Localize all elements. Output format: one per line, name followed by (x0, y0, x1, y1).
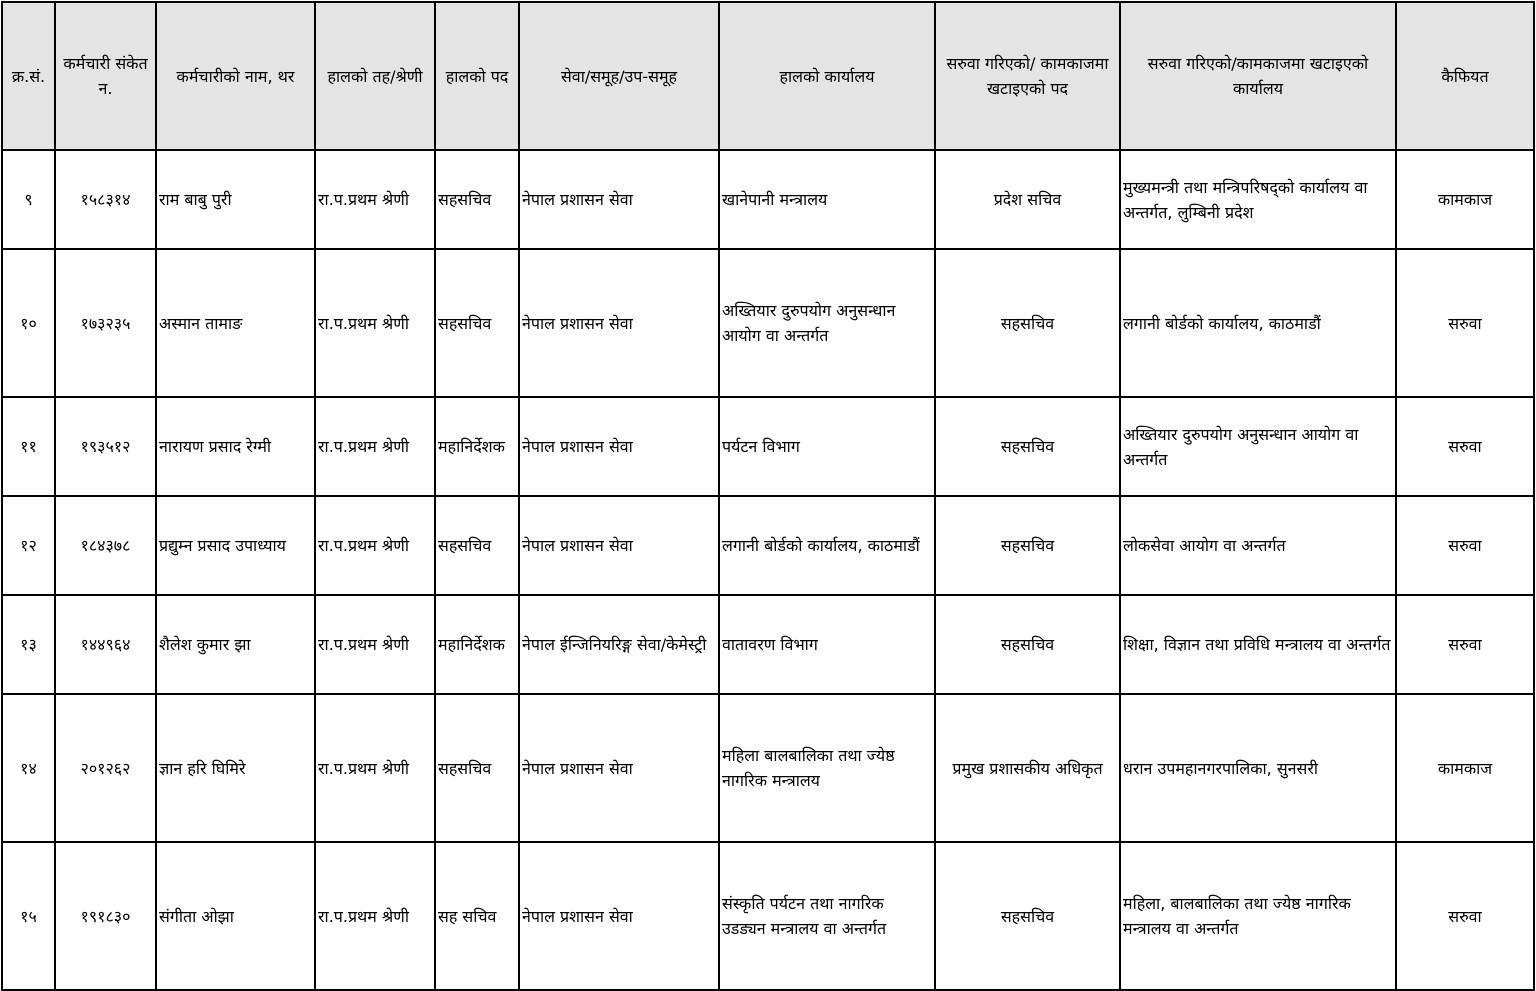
cell-assigned-post: प्रमुख प्रशासकीय अधिकृत (935, 694, 1120, 842)
cell-current-office: पर्यटन विभाग (719, 397, 935, 496)
cell-current-post: सहसचिव (435, 249, 519, 397)
cell-current-level: रा.प.प्रथम श्रेणी (315, 496, 435, 595)
cell-serial: ११ (2, 397, 55, 496)
cell-assigned-office: मुख्यमन्त्री तथा मन्त्रिपरिषद्को कार्यालय वा अन्तर्गत, लुम्बिनी प्रदेश (1120, 150, 1396, 249)
cell-remarks: कामकाज (1396, 150, 1534, 249)
cell-current-post: महानिर्देशक (435, 595, 519, 694)
cell-current-post: महानिर्देशक (435, 397, 519, 496)
cell-assigned-post: सहसचिव (935, 595, 1120, 694)
cell-current-level: रा.प.प्रथम श्रेणी (315, 595, 435, 694)
cell-current-level: रा.प.प्रथम श्रेणी (315, 150, 435, 249)
cell-current-office: लगानी बोर्डको कार्यालय, काठमाडौं (719, 496, 935, 595)
cell-current-level: रा.प.प्रथम श्रेणी (315, 694, 435, 842)
table-row (2, 249, 1534, 397)
cell-employee-name: संगीता ओझा (156, 842, 315, 990)
cell-current-office: महिला बालबालिका तथा ज्येष्ठ नागरिक मन्त्रालय (719, 694, 935, 842)
cell-current-office: अख्तियार दुरुपयोग अनुसन्धान आयोग वा अन्तर्गत (719, 249, 935, 397)
cell-assigned-office: शिक्षा, विज्ञान तथा प्रविधि मन्त्रालय वा अन्तर्गत (1120, 595, 1396, 694)
header-service-group: सेवा/समूह/उप-समूह (519, 2, 719, 150)
cell-employee-name: नारायण प्रसाद रेग्मी (156, 397, 315, 496)
header-remarks: कैफियत (1396, 2, 1534, 150)
cell-current-level: रा.प.प्रथम श्रेणी (315, 842, 435, 990)
cell-current-level: रा.प.प्रथम श्रेणी (315, 249, 435, 397)
cell-assigned-office: अख्तियार दुरुपयोग अनुसन्धान आयोग वा अन्तर्गत (1120, 397, 1396, 496)
header-current-level: हालको तह/श्रेणी (315, 2, 435, 150)
header-serial: क्र.सं. (2, 2, 55, 150)
cell-current-post: सहसचिव (435, 496, 519, 595)
cell-assigned-post: सहसचिव (935, 496, 1120, 595)
table-row (2, 842, 1534, 990)
cell-assigned-post: सहसचिव (935, 249, 1120, 397)
cell-current-post: सहसचिव (435, 150, 519, 249)
cell-assigned-office: धरान उपमहानगरपालिका, सुनसरी (1120, 694, 1396, 842)
cell-assigned-post: सहसचिव (935, 842, 1120, 990)
cell-remarks: सरुवा (1396, 249, 1534, 397)
cell-remarks: सरुवा (1396, 595, 1534, 694)
header-current-office: हालको कार्यालय (719, 2, 935, 150)
cell-employee-name: राम बाबु पुरी (156, 150, 315, 249)
header-employee-code: कर्मचारी संकेत न. (55, 2, 156, 150)
cell-service-group: नेपाल प्रशासन सेवा (519, 842, 719, 990)
table-row (2, 694, 1534, 842)
cell-remarks: कामकाज (1396, 694, 1534, 842)
cell-assigned-office: महिला, बालबालिका तथा ज्येष्ठ नागरिक मन्त्रालय वा अन्तर्गत (1120, 842, 1396, 990)
cell-service-group: नेपाल प्रशासन सेवा (519, 694, 719, 842)
table-row (2, 496, 1534, 595)
cell-current-post: सहसचिव (435, 694, 519, 842)
cell-employee-name: शैलेश कुमार झा (156, 595, 315, 694)
cell-serial: १० (2, 249, 55, 397)
cell-current-office: खानेपानी मन्त्रालय (719, 150, 935, 249)
header-current-post: हालको पद (435, 2, 519, 150)
cell-serial: ९ (2, 150, 55, 249)
cell-remarks: सरुवा (1396, 397, 1534, 496)
cell-employee-code: १८४३७८ (55, 496, 156, 595)
cell-remarks: सरुवा (1396, 496, 1534, 595)
cell-service-group: नेपाल प्रशासन सेवा (519, 150, 719, 249)
cell-current-post: सह सचिव (435, 842, 519, 990)
cell-serial: १५ (2, 842, 55, 990)
cell-current-office: वातावरण विभाग (719, 595, 935, 694)
cell-employee-name: ज्ञान हरि घिमिरे (156, 694, 315, 842)
header-employee-name: कर्मचारीको नाम, थर (156, 2, 315, 150)
cell-service-group: नेपाल प्रशासन सेवा (519, 496, 719, 595)
cell-assigned-post: प्रदेश सचिव (935, 150, 1120, 249)
cell-assigned-office: लगानी बोर्डको कार्यालय, काठमाडौं (1120, 249, 1396, 397)
cell-assigned-office: लोकसेवा आयोग वा अन्तर्गत (1120, 496, 1396, 595)
cell-employee-code: १९३५१२ (55, 397, 156, 496)
cell-employee-code: २०१२६२ (55, 694, 156, 842)
cell-employee-name: प्रद्युम्न प्रसाद उपाध्याय (156, 496, 315, 595)
cell-service-group: नेपाल प्रशासन सेवा (519, 397, 719, 496)
cell-serial: १२ (2, 496, 55, 595)
cell-assigned-post: सहसचिव (935, 397, 1120, 496)
cell-employee-name: अस्मान तामाङ (156, 249, 315, 397)
cell-employee-code: १५८३१४ (55, 150, 156, 249)
cell-service-group: नेपाल प्रशासन सेवा (519, 249, 719, 397)
transfer-table (1, 1, 1535, 991)
cell-employee-code: १७३२३५ (55, 249, 156, 397)
cell-serial: १३ (2, 595, 55, 694)
cell-employee-code: १९१८३० (55, 842, 156, 990)
cell-current-office: संस्कृति पर्यटन तथा नागरिक उडड्यन मन्त्रालय वा अन्तर्गत (719, 842, 935, 990)
cell-service-group: नेपाल ईन्जिनियरिङ्ग सेवा/केमेस्ट्री (519, 595, 719, 694)
header-assigned-post: सरुवा गरिएको/ कामकाजमा खटाइएको पद (935, 2, 1120, 150)
cell-current-level: रा.प.प्रथम श्रेणी (315, 397, 435, 496)
cell-serial: १४ (2, 694, 55, 842)
cell-remarks: सरुवा (1396, 842, 1534, 990)
header-row (2, 2, 1534, 150)
header-assigned-office: सरुवा गरिएको/कामकाजमा खटाइएको कार्यालय (1120, 2, 1396, 150)
table-row (2, 150, 1534, 249)
table-row (2, 595, 1534, 694)
table-row (2, 397, 1534, 496)
cell-employee-code: १४४९६४ (55, 595, 156, 694)
